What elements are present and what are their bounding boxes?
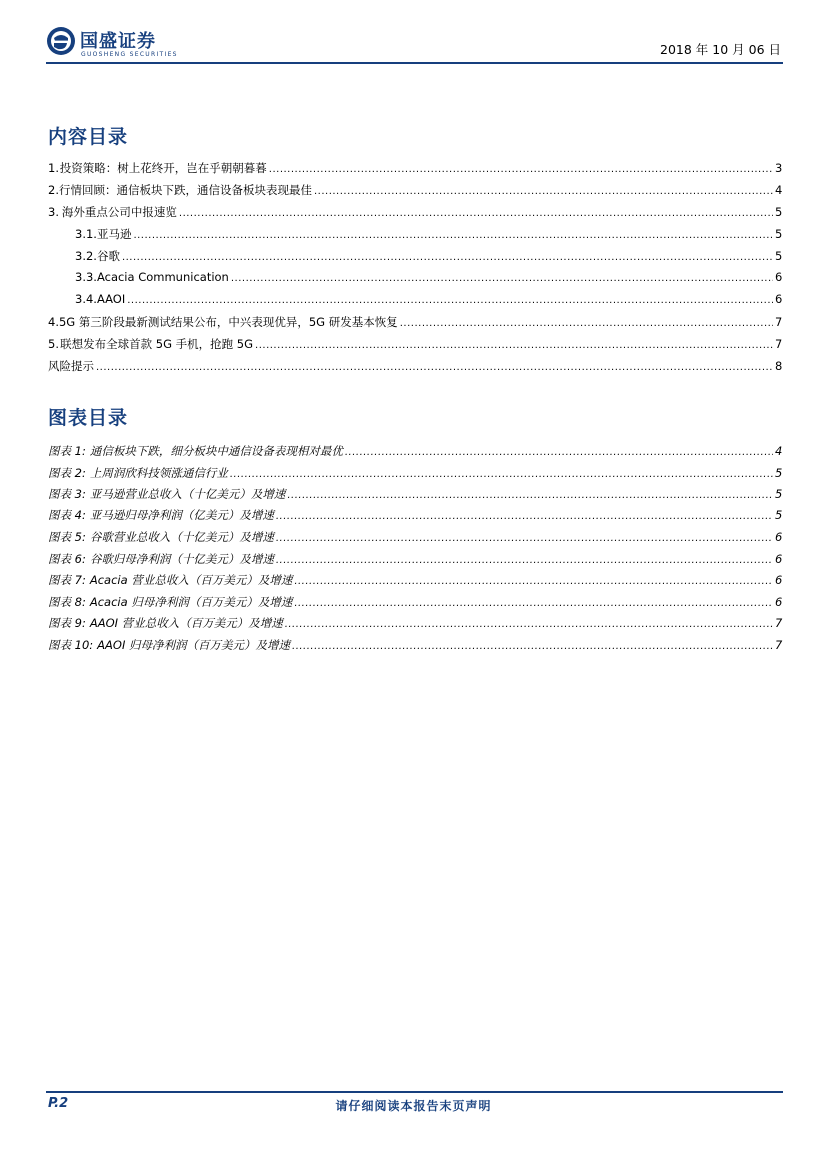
figure-item[interactable] (48, 594, 781, 612)
leader-dots (276, 511, 773, 522)
leader-dots (230, 469, 773, 480)
leader-dots (400, 318, 773, 329)
toc-item-text: 投资策略：树上花终开，岂在乎朝朝暮暮 (59, 161, 267, 175)
toc-item-text: AAOI (96, 292, 126, 306)
figure-item-page: 5 (775, 466, 783, 480)
leader-dots (96, 362, 773, 373)
leader-dots (287, 490, 773, 501)
leader-dots (127, 295, 773, 306)
figure-item-text: 通信板块下跌，细分板块中通信设备表现相对最优 (89, 444, 343, 458)
toc-item-page: 5 (775, 227, 783, 241)
figure-item-label: 图表 5: (48, 530, 86, 544)
figure-item-page: 4 (775, 444, 783, 458)
figure-item-text: 谷歌归母净利润（十亿美元）及增速 (89, 552, 274, 566)
toc-subitem[interactable] (75, 226, 781, 244)
figure-item-page: 6 (775, 573, 783, 587)
toc-subitem[interactable] (75, 248, 781, 266)
toc-item-number: 3. (48, 205, 59, 219)
toc-item-page: 6 (775, 292, 783, 306)
figure-item-page: 6 (775, 530, 783, 544)
figure-item-label: 图表 6: (48, 552, 86, 566)
figure-item[interactable] (48, 443, 781, 461)
figure-item-label: 图表 8: (48, 595, 86, 609)
toc-item-number: 3.2. (75, 249, 97, 263)
toc-subitem[interactable] (75, 270, 781, 288)
guosheng-logo-icon (46, 26, 76, 56)
figure-item[interactable] (48, 486, 781, 504)
leader-dots (231, 273, 773, 284)
toc-item-number: 1. (48, 161, 59, 175)
toc-item-number: 3.4. (75, 292, 97, 306)
figure-item-page: 7 (775, 638, 783, 652)
figure-item-label: 图表 3: (48, 487, 86, 501)
toc-item-page: 6 (775, 270, 783, 284)
leader-dots (179, 208, 773, 219)
toc-item[interactable] (48, 336, 781, 354)
toc-item[interactable] (48, 160, 781, 178)
leader-dots (294, 576, 773, 587)
toc-item[interactable] (48, 182, 781, 200)
figure-item-text: AAOI 营业总收入（百万美元）及增速 (89, 616, 283, 630)
toc-item-page: 3 (775, 161, 783, 175)
figure-item-label: 图表 1: (48, 444, 86, 458)
toc-item-page: 5 (775, 205, 783, 219)
figure-item[interactable] (48, 507, 781, 525)
figure-item-text: Acacia 营业总收入（百万美元）及增速 (89, 573, 293, 587)
header-divider (46, 62, 783, 64)
leader-dots (345, 447, 773, 458)
figure-item-page: 6 (775, 595, 783, 609)
report-date: 2018 年 10 月 06 日 (660, 42, 781, 57)
toc-subitem[interactable] (75, 292, 781, 310)
toc-item-text: 5G 第三阶段最新测试结果公布，中兴表现优异，5G 研发基本恢复 (58, 315, 398, 329)
figure-item-text: AAOI 归母净利润（百万美元）及增速 (97, 638, 291, 652)
figure-item-label: 图表 7: (48, 573, 86, 587)
figure-item[interactable] (48, 465, 781, 483)
toc-item-text: 风险提示 (48, 359, 94, 373)
leader-dots (292, 641, 773, 652)
figure-item-text: 谷歌营业总收入（十亿美元）及增速 (89, 530, 274, 544)
figure-item-page: 5 (775, 487, 783, 501)
figure-item-page: 6 (775, 552, 783, 566)
figure-item[interactable] (48, 637, 781, 655)
toc-item-number: 3.1. (75, 227, 97, 241)
toc-item-page: 7 (775, 315, 783, 329)
toc-item-page: 4 (775, 183, 783, 197)
toc-item-page: 5 (775, 249, 783, 263)
toc-item-number: 2. (48, 183, 59, 197)
figure-item-label: 图表 10: (48, 638, 94, 652)
figure-item[interactable] (48, 529, 781, 547)
figure-item-page: 5 (775, 508, 783, 522)
leader-dots (255, 340, 773, 351)
toc-item-text: 联想发布全球首款 5G 手机，抢跑 5G (60, 337, 254, 351)
toc-title: 内容目录 (48, 126, 129, 148)
toc-item-number: 4. (48, 315, 59, 329)
leader-dots (285, 619, 773, 630)
leader-dots (276, 555, 773, 566)
brand-name-en: GUOSHENG SECURITIES (81, 51, 178, 58)
figure-item[interactable] (48, 551, 781, 569)
figure-item-text: 上周润欣科技领涨通信行业 (89, 466, 228, 480)
figure-item[interactable] (48, 615, 781, 633)
footer-divider (46, 1091, 783, 1093)
toc-item-page: 8 (775, 359, 783, 373)
figure-item-text: Acacia 归母净利润（百万美元）及增速 (89, 595, 293, 609)
figure-item-label: 图表 9: (48, 616, 86, 630)
leader-dots (314, 186, 773, 197)
toc-item[interactable] (48, 314, 781, 332)
toc-item-number: 5. (48, 337, 59, 351)
figure-item-text: 亚马逊营业总收入（十亿美元）及增速 (89, 487, 286, 501)
toc-item[interactable] (48, 204, 781, 222)
figure-item-text: 亚马逊归母净利润（亿美元）及增速 (89, 508, 274, 522)
toc-item-text: 谷歌 (96, 249, 120, 263)
toc-item-text: 行情回顾：通信板块下跌，通信设备板块表现最佳 (58, 183, 312, 197)
toc-item-number: 3.3. (75, 270, 97, 284)
brand-name-cn: 国盛证券 (80, 31, 156, 52)
leader-dots (276, 533, 773, 544)
page-number: P.2 (48, 1096, 69, 1111)
leader-dots (133, 230, 773, 241)
leader-dots (122, 252, 773, 263)
toc-item-text: 亚马逊 (96, 227, 132, 241)
leader-dots (294, 598, 773, 609)
toc-item[interactable] (48, 358, 781, 376)
toc-item-text: Acacia Communication (96, 270, 229, 284)
figure-item-label: 图表 2: (48, 466, 86, 480)
figures-title: 图表目录 (48, 407, 129, 429)
page-header (46, 24, 783, 62)
disclaimer-note: 请仔细阅读本报告末页声明 (335, 1099, 492, 1113)
leader-dots (269, 164, 773, 175)
figure-item[interactable] (48, 572, 781, 590)
figure-item-label: 图表 4: (48, 508, 86, 522)
toc-item-page: 7 (775, 337, 783, 351)
figure-item-page: 7 (775, 616, 783, 630)
toc-item-text: 海外重点公司中报速览 (61, 205, 177, 219)
